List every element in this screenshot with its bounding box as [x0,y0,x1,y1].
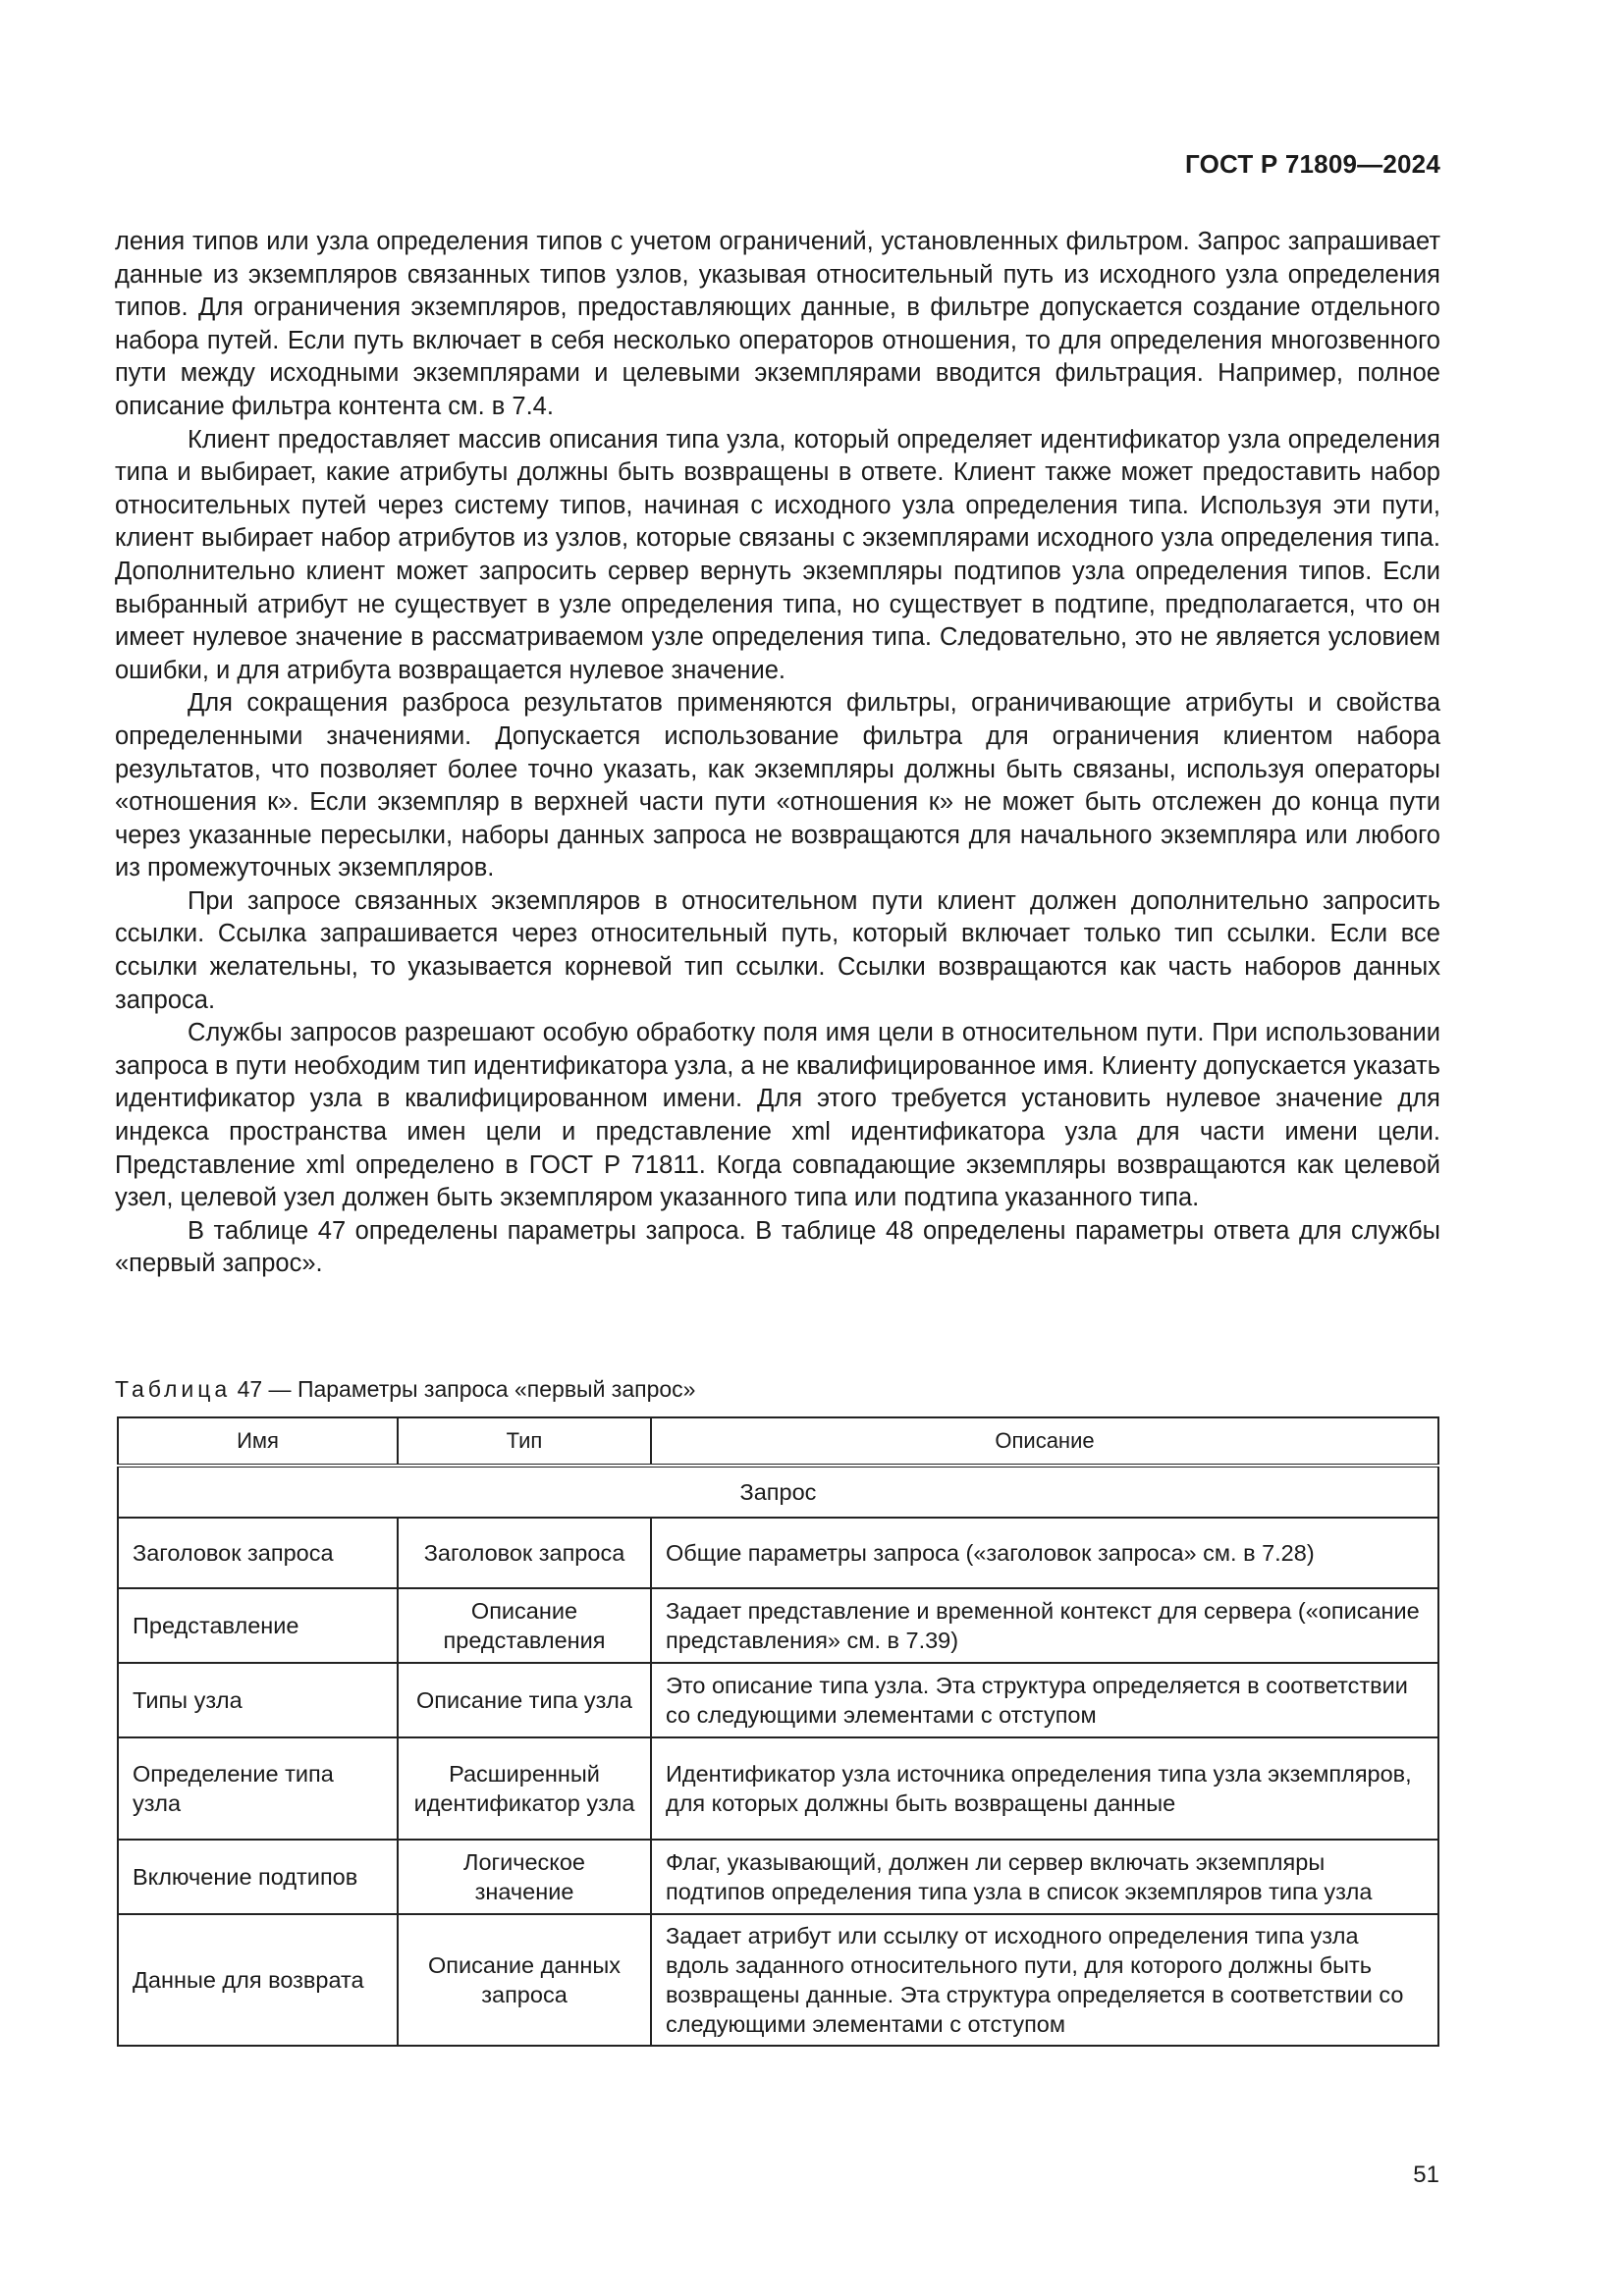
paragraph: ления типов или узла определения типов с учетом ограничений, установленных фильтром. Запрос запрашивает данные из экземпляров связанных типов узлов, указывая относительный путь из исходного узла определения типов. Для ограничения экземпляров, предоставляющих данные, в фильтре допускается создание отдельного набора путей. Если путь включает в себя несколько операторов отношения, то для определения многозвенного пути между исходными экземплярами и целевыми экземплярами вводится фильтрация. Например, полное описание фильтра контента см. в 7.4. [115,228,1440,420]
table-row [118,1588,1438,1663]
cell-name: Типы узла [118,1663,398,1737]
cell-description: Задает представление и временной контекст для сервера («описание представления» см. в 7.39) [651,1588,1438,1663]
cell-type: Логическое значение [398,1840,651,1914]
cell-description: Идентификатор узла источника определения типа узла экземпляров, для которых должны быть возвращены данные [651,1737,1438,1840]
parameters-table [117,1416,1439,2047]
paragraph: В таблице 47 определены параметры запроса. В таблице 48 определены параметры ответа для службы «первый запрос». [115,1216,1440,1278]
table-header-row [118,1417,1438,1466]
paragraph: Клиент предоставляет массив описания типа узла, который определяет идентификатор узла определения типа и выбирает, какие атрибуты должны быть возвращены в ответе. Клиент также может предоставить набор относительных путей через систему типов, начиная с исходного узла определения типа. Используя эти пути, клиент выбирает набор атрибутов из узлов, которые связаны с экземплярами исходного узла определения типа. Дополнительно клиент может запросить сервер вернуть экземпляры подтипов узла определения типов. Если выбранный атрибут не существует в узле определения типа, но существует в подтипе, предполагается, что он имеет нулевое значение в рассматриваемом узле определения типа. Следовательно, это не является условием ошибки, и для атрибута возвращается нулевое значение. [115,425,1440,684]
table-section-label: Запрос [118,1466,1438,1518]
table-section-row [118,1466,1438,1518]
cell-description: Это описание типа узла. Эта структура определяется в соответствии со следующими элементами с отступом [651,1663,1438,1737]
page-number: 51 [1413,2162,1439,2188]
cell-name: Включение подтипов [118,1840,398,1914]
cell-name: Определение типа узла [118,1737,398,1840]
body-text [115,226,1440,1281]
table-row [118,1518,1438,1588]
table-row [118,1840,1438,1914]
table-row [118,1914,1438,2046]
cell-type: Описание данных запроса [398,1914,651,2046]
cell-type: Описание типа узла [398,1663,651,1737]
column-header-name: Имя [118,1417,398,1466]
column-header-type: Тип [398,1417,651,1466]
cell-type: Заголовок запроса [398,1518,651,1588]
paragraph: При запросе связанных экземпляров в относительном пути клиент должен дополнительно запросить ссылки. Ссылка запрашивается через относительный путь, который включает только тип ссылки. Если все ссылки желательны, то указывается корневой тип ссылки. Ссылки возвращаются как часть наборов данных запроса. [115,886,1440,1014]
column-header-description: Описание [651,1417,1438,1466]
cell-type: Расширенный идентификатор узла [398,1737,651,1840]
table-caption-text: 47 — Параметры запроса «первый запрос» [237,1376,696,1402]
cell-description: Флаг, указывающий, должен ли сервер включать экземпляры подтипов определения типа узла в список экземпляров типа узла [651,1840,1438,1914]
cell-name: Представление [118,1588,398,1663]
document-code: ГОСТ Р 71809—2024 [1185,149,1440,179]
cell-description: Задает атрибут или ссылку от исходного определения типа узла вдоль заданного относительного пути, для которого должны быть возвращены данные. Эта структура определяется в соответствии со следующими элементами с отступом [651,1914,1438,2046]
table-row [118,1663,1438,1737]
cell-name: Заголовок запроса [118,1518,398,1588]
table-caption-label: Таблица [115,1376,232,1402]
paragraph: Для сокращения разброса результатов применяются фильтры, ограничивающие атрибуты и свойства определенными значениями. Допускается использование фильтра для ограничения клиентом набора результатов, что позволяет более точно указать, как экземпляры должны быть связаны, используя операторы «отношения к». Если экземпляр в верхней части пути «отношения к» не может быть отслежен до конца пути через указанные пересылки, наборы данных запроса не возвращаются для начального экземпляра или любого из промежуточных экземпляров. [115,689,1440,882]
paragraph: Службы запросов разрешают особую обработку поля имя цели в относительном пути. При использовании запроса в пути необходим тип идентификатора узла, а не квалифицированное имя. Клиенту допускается указать идентификатор узла в квалифицированном имени. Для этого требуется установить нулевое значение для индекса пространства имен цели и представление xml идентификатора узла для части имени цели. Представление xml определено в ГОСТ Р 71811. Когда совпадающие экземпляры возвращаются как целевой узел, целевой узел должен быть экземпляром указанного типа или подтипа указанного типа. [115,1019,1441,1212]
cell-description: Общие параметры запроса («заголовок запроса» см. в 7.28) [651,1518,1438,1588]
table-caption [115,1376,695,1403]
cell-type: Описание представления [398,1588,651,1663]
cell-name: Данные для возврата [118,1914,398,2046]
table-row [118,1737,1438,1840]
